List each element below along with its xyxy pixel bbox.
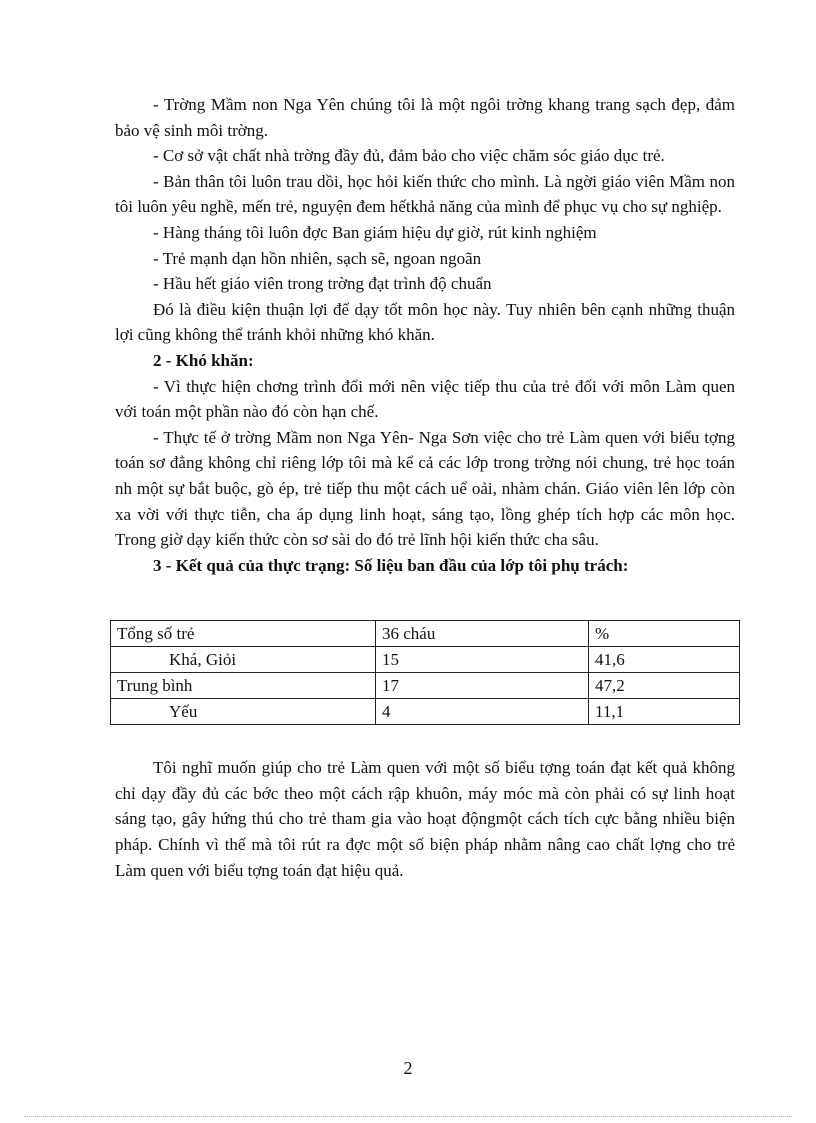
table-header-cell: % bbox=[589, 621, 740, 647]
table-row bbox=[111, 699, 740, 725]
paragraph-school-facilities: - Trờng Mầm non Nga Yên chúng tôi là một ngôi trờng khang trang sạch đẹp, đảm bảo vệ sinh môi trờng. bbox=[115, 95, 735, 140]
heading-results: 3 - Kết quả của thực trạng: Số liệu ban đầu của lớp tôi phụ trách: bbox=[153, 555, 629, 575]
paragraph-conclusion: Tôi nghĩ muốn giúp cho trẻ Làm quen với một số biểu tợng toán đạt kết quả không chỉ dạy đầy đủ các bớc theo một cách rập khuôn, máy móc mà còn phải có sự linh hoạt sáng tạo, gây hứng thú cho trẻ tham gia vào hoạt độngmột cách tích cực bằng nhiều biện pháp. Chính vì thế mà tôi rút ra đợc một số biện pháp nhằm nâng cao chất lợng cho trẻ Làm quen với biểu tợng toán đạt hiệu quả. bbox=[115, 758, 735, 880]
table-cell: 47,2 bbox=[589, 673, 740, 699]
paragraph-advantages-summary: Đó là điều kiện thuận lợi để dạy tốt môn học này. Tuy nhiên bên cạnh những thuận lợi cũng không thể tránh khỏi những khó khăn. bbox=[115, 299, 735, 345]
footer-divider bbox=[24, 1116, 792, 1117]
table-row bbox=[111, 647, 740, 673]
table-row bbox=[111, 673, 740, 699]
page-content bbox=[115, 92, 735, 883]
paragraph-teacher-qualification: - Hầu hết giáo viên trong trờng đạt trình độ chuẩn bbox=[153, 274, 492, 294]
table-cell-label: Trung bình bbox=[111, 673, 376, 699]
page-number: 2 bbox=[403, 1058, 413, 1078]
table-header-row bbox=[111, 621, 740, 647]
heading-difficulties: 2 - Khó khăn: bbox=[153, 350, 254, 370]
table-cell-label: Yếu bbox=[111, 699, 376, 725]
paragraph-monthly-observation: - Hàng tháng tôi luôn đợc Ban giám hiệu dự giờ, rút kinh nghiệm bbox=[153, 222, 597, 242]
table-cell: 15 bbox=[376, 647, 589, 673]
table-cell: 17 bbox=[376, 673, 589, 699]
paragraph-program-change: - Vì thực hiện chơng trình đổi mới nên việc tiếp thu của trẻ đối với môn Làm quen với toán một phần nào đó còn hạn chế. bbox=[115, 376, 735, 422]
table-cell: 41,6 bbox=[589, 647, 740, 673]
paragraph-self-improvement: - Bản thân tôi luôn trau dồi, học hỏi kiến thức cho mình. Là ngời giáo viên Mầm non tôi luôn yêu nghề, mến trẻ, nguyện đem hếtkhả năng của mình để phục vụ cho sự nghiệp. bbox=[115, 171, 735, 217]
paragraph-reality: - Thực tế ở trờng Mầm non Nga Yên- Nga Sơn việc cho trẻ Làm quen với biểu tợng toán sơ đẳng không chỉ riêng lớp tôi mà kể cả các lớp trong trờng nói chung, trẻ học toán nh một sự bắt buộc, gò ép, trẻ tiếp thu một cách uể oải, nhàm chán. Giáo viên lên lớp còn xa vời với thực tiễn, cha áp dụng linh hoạt, sáng tạo, lồng ghép tích hợp các môn học. Trong giờ dạy kiến thức còn sơ sài do đó trẻ lĩnh hội kiến thức cha sâu. bbox=[115, 427, 735, 550]
paragraph-equipment: - Cơ sở vật chất nhà trờng đầy đủ, đảm bảo cho việc chăm sóc giáo dục trẻ. bbox=[153, 146, 665, 166]
results-table bbox=[110, 620, 740, 725]
table-cell: 11,1 bbox=[589, 699, 740, 725]
table-header-cell: 36 cháu bbox=[376, 621, 589, 647]
paragraph-children-traits: - Trẻ mạnh dạn hồn nhiên, sạch sẽ, ngoan ngoãn bbox=[153, 248, 482, 268]
table-cell-label: Khá, Giỏi bbox=[111, 647, 376, 673]
table-cell: 4 bbox=[376, 699, 589, 725]
table-header-cell: Tổng số trẻ bbox=[111, 621, 376, 647]
